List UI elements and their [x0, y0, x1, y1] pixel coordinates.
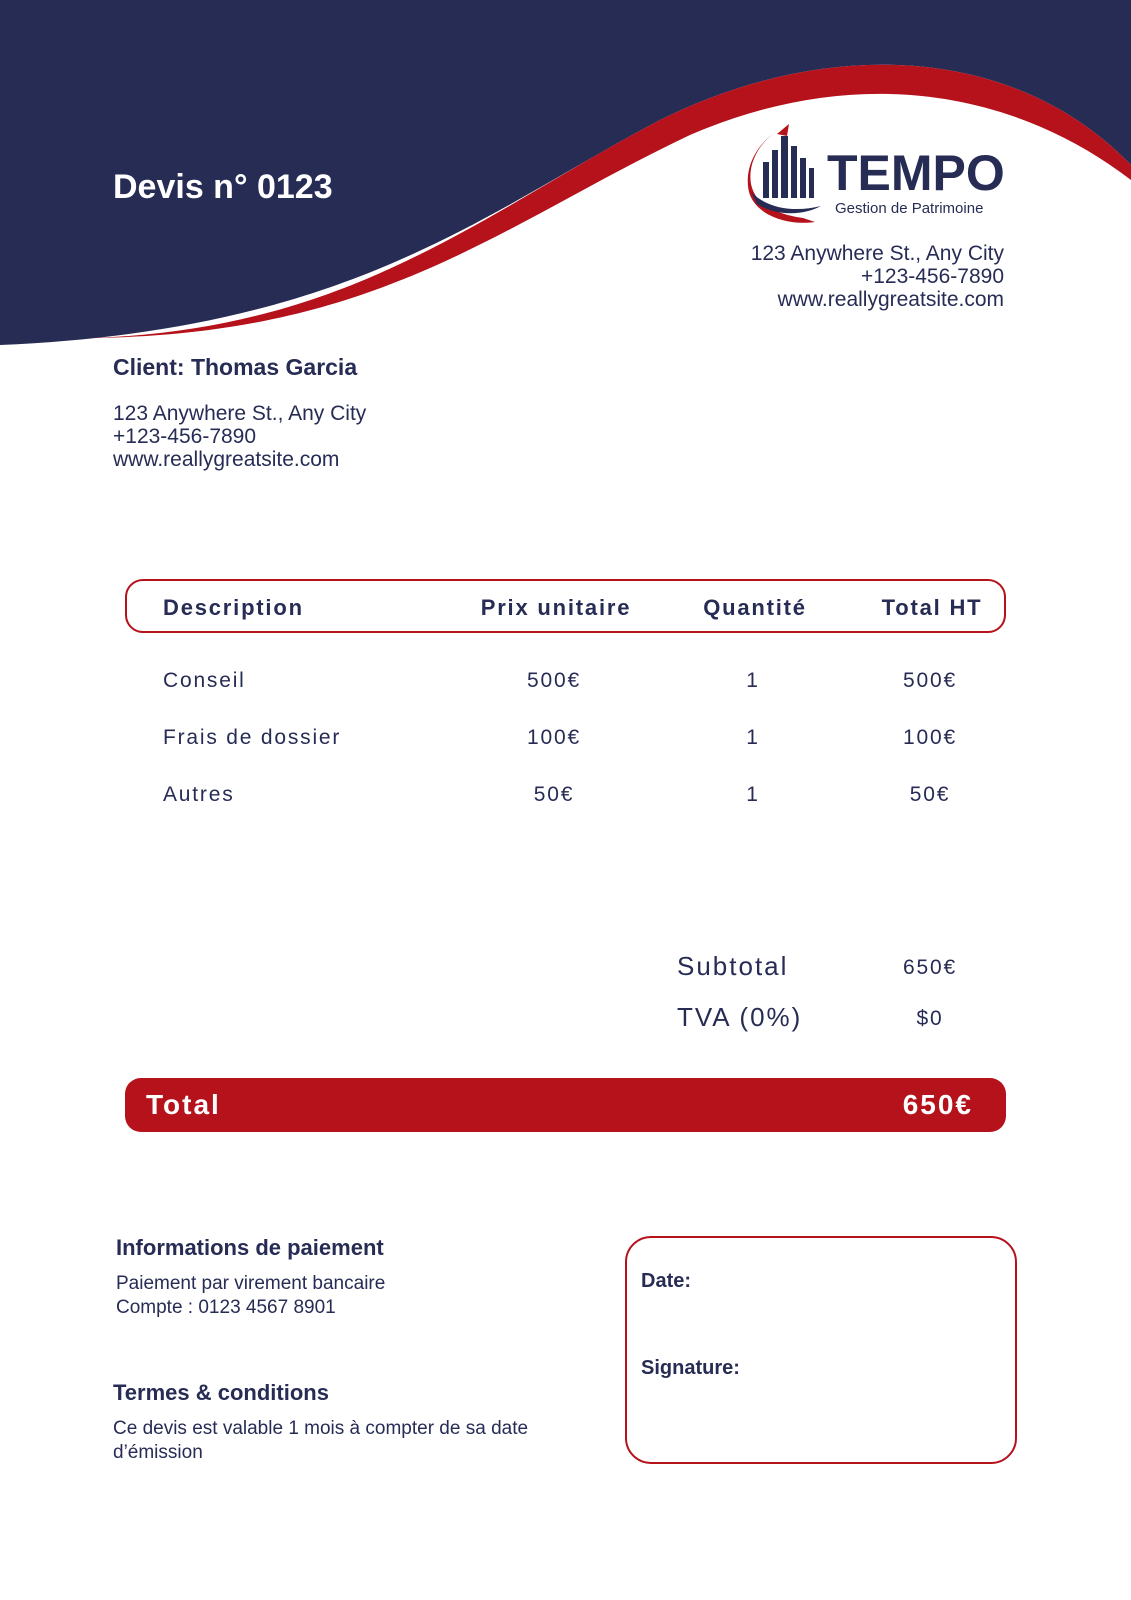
tax-value: $0: [916, 1007, 944, 1030]
row-unit-price: 50€: [533, 783, 575, 806]
table-row: [0, 726, 1131, 756]
table-row: [0, 669, 1131, 699]
row-quantity: 1: [746, 669, 760, 692]
client-name: Client: Thomas Garcia: [113, 354, 358, 380]
payment-info-title: Informations de paiement: [116, 1235, 384, 1260]
row-unit-price: 100€: [527, 726, 581, 749]
table-header: [125, 579, 1006, 633]
row-total: 50€: [909, 783, 951, 806]
building-arrow-logo-icon: [745, 122, 833, 232]
date-label: Date:: [641, 1270, 692, 1292]
payment-info-text: [116, 1272, 385, 1320]
terms-title: Termes & conditions: [113, 1380, 329, 1405]
signature-label: Signature:: [641, 1357, 740, 1379]
total-bar: [125, 1078, 1006, 1132]
row-quantity: 1: [746, 726, 760, 749]
terms-line-1: Ce devis est valable 1 mois à compter de sa date: [113, 1418, 529, 1439]
row-description: Conseil: [163, 669, 246, 692]
column-header-quantity: Quantité: [703, 595, 807, 620]
tax-label: TVA (0%): [677, 1002, 803, 1032]
client-phone: +123-456-7890: [113, 425, 257, 448]
row-description: Frais de dossier: [163, 726, 342, 749]
client-contact: [113, 402, 366, 471]
company-logo: [745, 122, 1005, 232]
table-row: [0, 783, 1131, 813]
row-total: 500€: [903, 669, 957, 692]
company-address: 123 Anywhere St., Any City: [750, 242, 1004, 265]
client-address: 123 Anywhere St., Any City: [113, 402, 367, 425]
document-title: Devis n° 0123: [113, 168, 333, 206]
company-contact: [751, 242, 1004, 311]
company-tagline: Gestion de Patrimoine: [835, 200, 984, 217]
payment-method: Paiement par virement bancaire: [116, 1273, 386, 1294]
column-header-total-ht: Total HT: [881, 595, 983, 620]
total-label: Total: [146, 1089, 221, 1120]
row-description: Autres: [163, 783, 235, 806]
total-value: 650€: [902, 1089, 973, 1120]
column-header-unit-price: Prix unitaire: [480, 595, 632, 620]
subtotal-label: Subtotal: [677, 951, 789, 981]
row-quantity: 1: [746, 783, 760, 806]
terms-text: [113, 1417, 528, 1465]
row-total: 100€: [903, 726, 957, 749]
company-website: www.reallygreatsite.com: [777, 288, 1004, 311]
client-website: www.reallygreatsite.com: [113, 448, 340, 471]
signature-box: [625, 1236, 1017, 1464]
company-phone: +123-456-7890: [860, 265, 1004, 288]
terms-line-2: d’émission: [113, 1442, 203, 1463]
row-unit-price: 500€: [527, 669, 581, 692]
column-header-description: Description: [163, 595, 304, 620]
company-name: TEMPO: [827, 145, 1005, 201]
subtotal-value: 650€: [903, 956, 957, 979]
payment-account: Compte : 0123 4567 8901: [116, 1297, 336, 1318]
